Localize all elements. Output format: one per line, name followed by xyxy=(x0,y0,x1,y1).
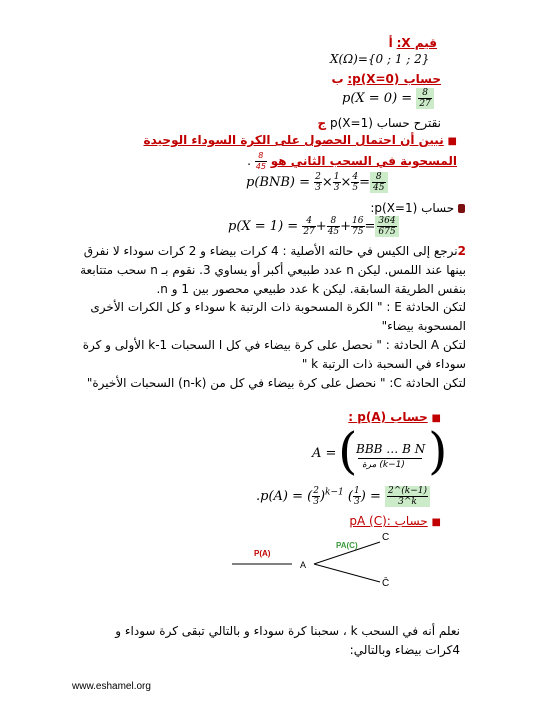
pac-heading: حساب :pA (C) xyxy=(349,514,428,528)
part-a-heading xyxy=(389,34,437,52)
part2-number: 2 xyxy=(457,244,466,258)
part-b-letter: ب xyxy=(331,72,344,86)
left-paren: ( xyxy=(338,422,358,480)
pa-lhs: .p(A) = xyxy=(256,489,304,504)
pbnb-term-1: $\frac{2}{3}$ xyxy=(315,172,321,193)
px1-lhs: p(X = 1) = xyxy=(228,219,299,234)
pbnb-term-2: $\frac{1}{3}$ xyxy=(333,172,340,193)
tree-node-cbar: C̄ xyxy=(382,578,390,589)
part-a-title: قيم X: xyxy=(396,36,437,50)
part-b-title: حساب p(X=0): xyxy=(347,72,441,86)
px1-term-1: $\frac{4}{27}$ xyxy=(303,216,315,237)
A-underbrace xyxy=(358,458,422,459)
tree-node-a: A xyxy=(300,560,307,570)
part-c-intro-line xyxy=(318,114,441,132)
part2-paragraph-2: لتكن الحادثة E : " الكرة المسحوبة ذات الرتبة k سوداء و كل الكرات الأخرى المسحوبة بيضاء" xyxy=(90,300,466,333)
px0-lhs: p(X = 0) = xyxy=(342,91,413,106)
pbnb-term-3: $\frac{4}{5}$ xyxy=(352,172,359,193)
pa-result: $\frac{2\^{}(k-1)}{3\^{}k}$ xyxy=(385,486,430,507)
px0-fraction xyxy=(416,88,433,109)
tree-node-c: C xyxy=(382,532,390,543)
A-word: BBB … B N xyxy=(356,442,426,456)
px1-result: $\frac{364}{675}$ xyxy=(375,216,398,237)
right-paren: ) xyxy=(428,422,448,480)
pa-factor-2: $\frac{1}{3}$ xyxy=(354,486,360,507)
px0-equation xyxy=(342,88,434,109)
probability-tree xyxy=(220,530,420,600)
closing-paragraph: نعلم أنه في السحب k ، سحبنا كرة سوداء و بالتالي تبقى كرة سوداء و 4كرات بيضاء وبالتالي: xyxy=(115,624,460,657)
pbnb-result: $\frac{8}{45}$ xyxy=(370,172,387,193)
bullet2-label: حساب p(X=1): xyxy=(370,201,455,215)
px0-num: 8 xyxy=(418,88,431,99)
omega-set: X(Ω)={0 ; 1 ; 2} xyxy=(330,52,430,66)
px0-den: 27 xyxy=(419,99,431,109)
bullet-square-icon xyxy=(458,204,465,213)
A-under-label: مرة (k−1) xyxy=(362,460,405,470)
part-a-letter: أ xyxy=(388,36,393,50)
A-definition xyxy=(312,422,452,484)
pa-heading: حساب p(A) : xyxy=(348,410,428,424)
part-b-heading xyxy=(331,70,441,88)
part-c-letter: ج xyxy=(317,116,327,130)
part2-paragraph-1: 2نرجع إلى الكيس في حالته الأصلية : 4 كرات بيضاء و 2 كرات سوداء لا نفرق بينها عند اللمس. ليكن n عدد طبيعي أكبر أو يساوي 3. نقوم بـ n سحب متتابعة بنفس الطريقة السابقة. ليكن k عدد طبيعي محصور بين 1 و n. xyxy=(80,244,466,296)
tree-branch-cbar xyxy=(314,564,380,582)
bullet1-fraction: $\frac{8}{45}$ xyxy=(255,151,266,171)
pa-equation: .p(A) = ( $\frac{2}{3}$ )$^{k-1}$ ( $\frac{1}{3}$ ) = $\frac{2\^{}(k-1)}{3\^{}k}$ xyxy=(256,486,430,507)
bullet1-statement: نبين أن احتمال الحصول على الكرة السوداء الوحيدة المسحوبة في السحب الثاني هو xyxy=(143,133,457,168)
tree-pac-label: PA(C) xyxy=(336,541,358,550)
part2-paragraph-3: لتكن A الحادثة : " نحصل على كرة بيضاء في كل ا السحبات k-1 الأولى و كرة سوداء في السحبة ذات الرتبة k " xyxy=(82,338,466,371)
bullet-square-icon: ■ xyxy=(431,413,441,424)
part2-paragraph-4: لتكن الحادثة C: " نحصل على كرة بيضاء في كل من (n-k) السحبات الأخيرة" xyxy=(86,376,466,390)
bullet-square-icon: ■ xyxy=(431,517,441,528)
bullet-square-icon: ■ xyxy=(447,136,457,147)
tree-pa-label: P(A) xyxy=(254,549,271,558)
part-c-intro: نقترح حساب p(X=1) xyxy=(330,116,441,130)
A-lhs: A = xyxy=(312,446,337,461)
pac-heading-line xyxy=(349,512,441,532)
px1-equation: p(X = 1) = $\frac{4}{27}$ + $\frac{8}{45}$ + $\frac{16}{75}$ = $\frac{364}{675}$ xyxy=(228,216,399,237)
pbnb-lhs: p(BNB) = xyxy=(246,175,310,190)
footer-website[interactable]: www.eshamel.org xyxy=(72,681,151,692)
px1-term-3: $\frac{16}{75}$ xyxy=(352,216,364,237)
bullet2-text xyxy=(370,199,465,217)
pa-factor-1: $\frac{2}{3}$ xyxy=(313,486,319,507)
bullet1-text: ■ نبين أن احتمال الحصول على الكرة السوداء الوحيدة المسحوبة في السحب الثاني هو $\frac{8}{45}$ . xyxy=(143,133,457,171)
px1-term-2: $\frac{8}{45}$ xyxy=(327,216,340,237)
pa-exponent: k−1 xyxy=(325,487,344,498)
pbnb-equation: p(BNB) = $\frac{2}{3}$ × $\frac{1}{3}$ × $\frac{4}{5}$ = $\frac{8}{45}$ xyxy=(246,172,388,193)
